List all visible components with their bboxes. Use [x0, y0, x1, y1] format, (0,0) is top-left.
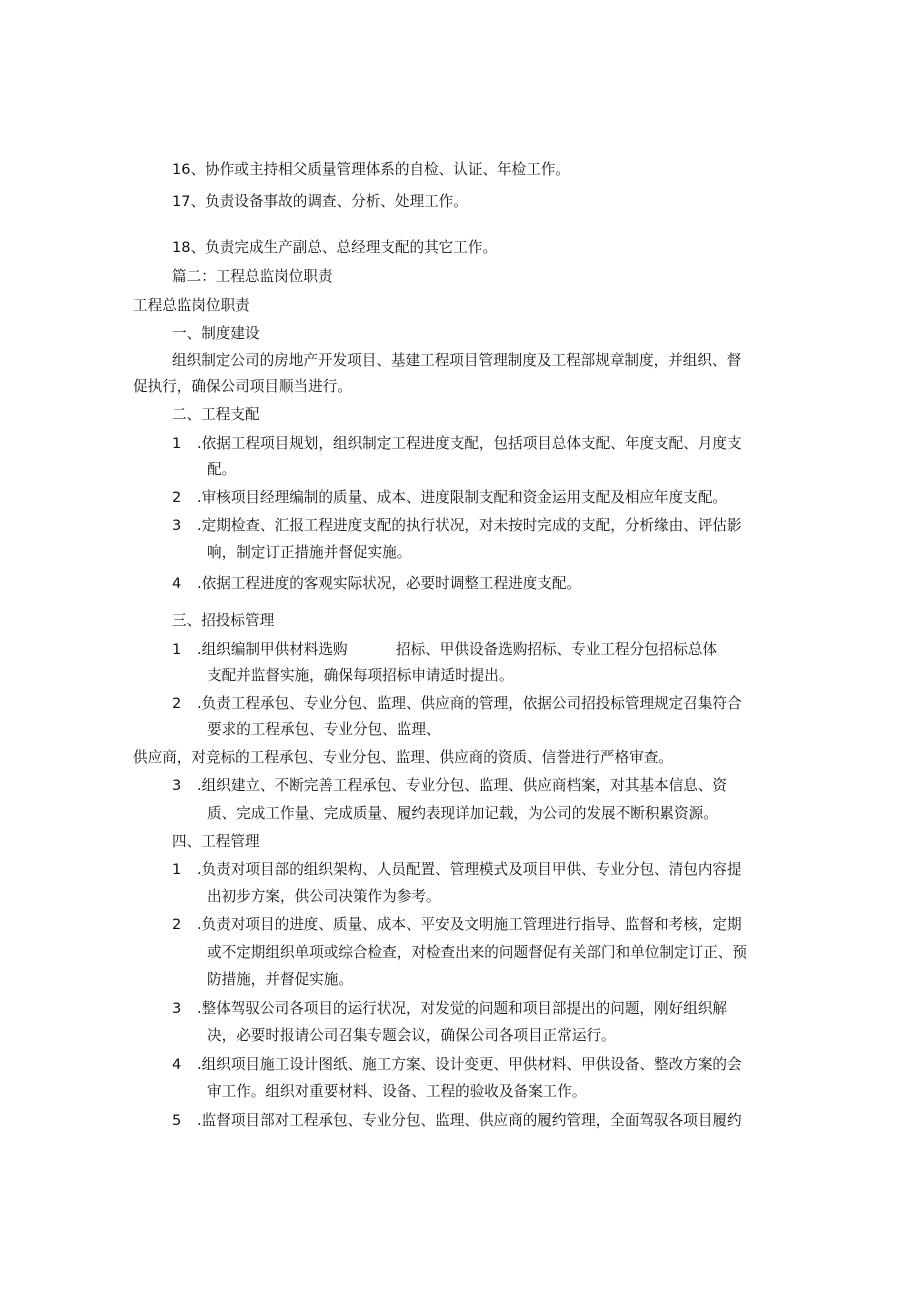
list-item: .审核项目经理编制的质量、成本、进度限制支配和资金运用支配及相应年度支配。	[197, 489, 728, 506]
paragraph-line: 促执行，确保公司项目顺当进行。	[133, 378, 352, 395]
list-number: 1	[172, 435, 182, 452]
list-item: .组织编制甲供材料选购	[197, 641, 348, 658]
list-item: .依据工程项目规划，组织制定工程进度支配，包括项目总体支配、年度支配、月度支	[197, 435, 742, 452]
section-heading-3: 三、招投标管理	[172, 612, 275, 629]
list-item-continuation: 支配并监督实施，确保每项招标申请适时提出。	[207, 667, 514, 684]
list-item: .监督项目部对工程承包、专业分包、监理、供应商的履约管理，全面驾驭各项目履约	[197, 1112, 742, 1129]
list-number: 2	[172, 695, 182, 712]
section-heading-2: 二、工程支配	[172, 406, 260, 423]
section-heading-4: 四、工程管理	[172, 833, 260, 850]
list-item-continuation: 审工作。组织对重要材料、设备、工程的验收及备案工作。	[207, 1083, 587, 1100]
item-16: 16、协作或主持相父质量管理体系的自检、认证、年检工作。	[172, 161, 571, 178]
list-item-continuation: 出初步方案，供公司决策作为参考。	[207, 888, 441, 905]
list-number: 4	[172, 1056, 182, 1073]
list-item: .定期检查、汇报工程进度支配的执行状况，对未按时完成的支配，分析缘由、评估影	[197, 517, 742, 534]
list-number: 3	[172, 517, 182, 534]
list-number: 2	[172, 916, 182, 933]
list-number: 3	[172, 777, 182, 794]
item-18: 18、负责完成生产副总、总经理支配的其它工作。	[172, 239, 498, 256]
list-number: 3	[172, 1000, 182, 1017]
list-item-continuation: 或不定期组织单项或综合检查，对检查出来的问题督促有关部门和单位制定订正、预	[207, 944, 747, 961]
paragraph-line: 组织制定公司的房地产开发项目、基建工程项目管理制度及工程部规章制度，并组织、督	[172, 352, 742, 369]
list-number: 4	[172, 575, 182, 592]
chapter-heading: 篇二：工程总监岗位职责	[172, 268, 333, 285]
list-item: .组织项目施工设计图纸、施工方案、设计变更、甲供材料、甲供设备、整改方案的会	[197, 1056, 742, 1073]
document-title: 工程总监岗位职责	[133, 297, 250, 314]
list-item: .组织建立、不断完善工程承包、专业分包、监理、供应商档案，对其基本信息、资	[197, 777, 728, 794]
list-item-continuation: 配。	[207, 461, 237, 478]
list-item-continuation: 供应商，对竞标的工程承包、专业分包、监理、供应商的资质、信誉进行严格审查。	[133, 749, 673, 766]
list-item: .负责工程承包、专业分包、监理、供应商的管理，依据公司招投标管理规定召集符合	[197, 695, 742, 712]
list-item-continuation: 防措施，并督促实施。	[207, 971, 353, 988]
item-17: 17、负责设备事故的调查、分析、处理工作。	[172, 193, 468, 210]
list-item: .依据工程进度的客观实际状况，必要时调整工程进度支配。	[197, 575, 582, 592]
list-number: 5	[172, 1112, 182, 1129]
list-item-continuation: 要求的工程承包、专业分包、监理、	[207, 721, 441, 738]
list-number: 2	[172, 489, 182, 506]
list-item: 招标、甲供设备选购招标、专业工程分包招标总体	[396, 641, 718, 658]
list-number: 1	[172, 641, 182, 658]
section-heading-1: 一、制度建设	[172, 325, 260, 342]
list-item: .整体驾驭公司各项目的运行状况，对发觉的问题和项目部提出的问题，刚好组织解	[197, 1000, 728, 1017]
list-number: 1	[172, 861, 182, 878]
list-item-continuation: 决，必要时报请公司召集专题会议，确保公司各项目正常运行。	[207, 1027, 616, 1044]
list-item-continuation: 响，制定订正措施并督促实施。	[207, 544, 412, 561]
list-item: .负责对项目部的组织架构、人员配置、管理模式及项目甲供、专业分包、清包内容提	[197, 861, 742, 878]
list-item: .负责对项目的进度、质量、成本、平安及文明施工管理进行指导、监督和考核，定期	[197, 916, 742, 933]
list-item-continuation: 质、完成工作量、完成质量、履约表现详加记载，为公司的发展不断积累资源。	[207, 805, 718, 822]
